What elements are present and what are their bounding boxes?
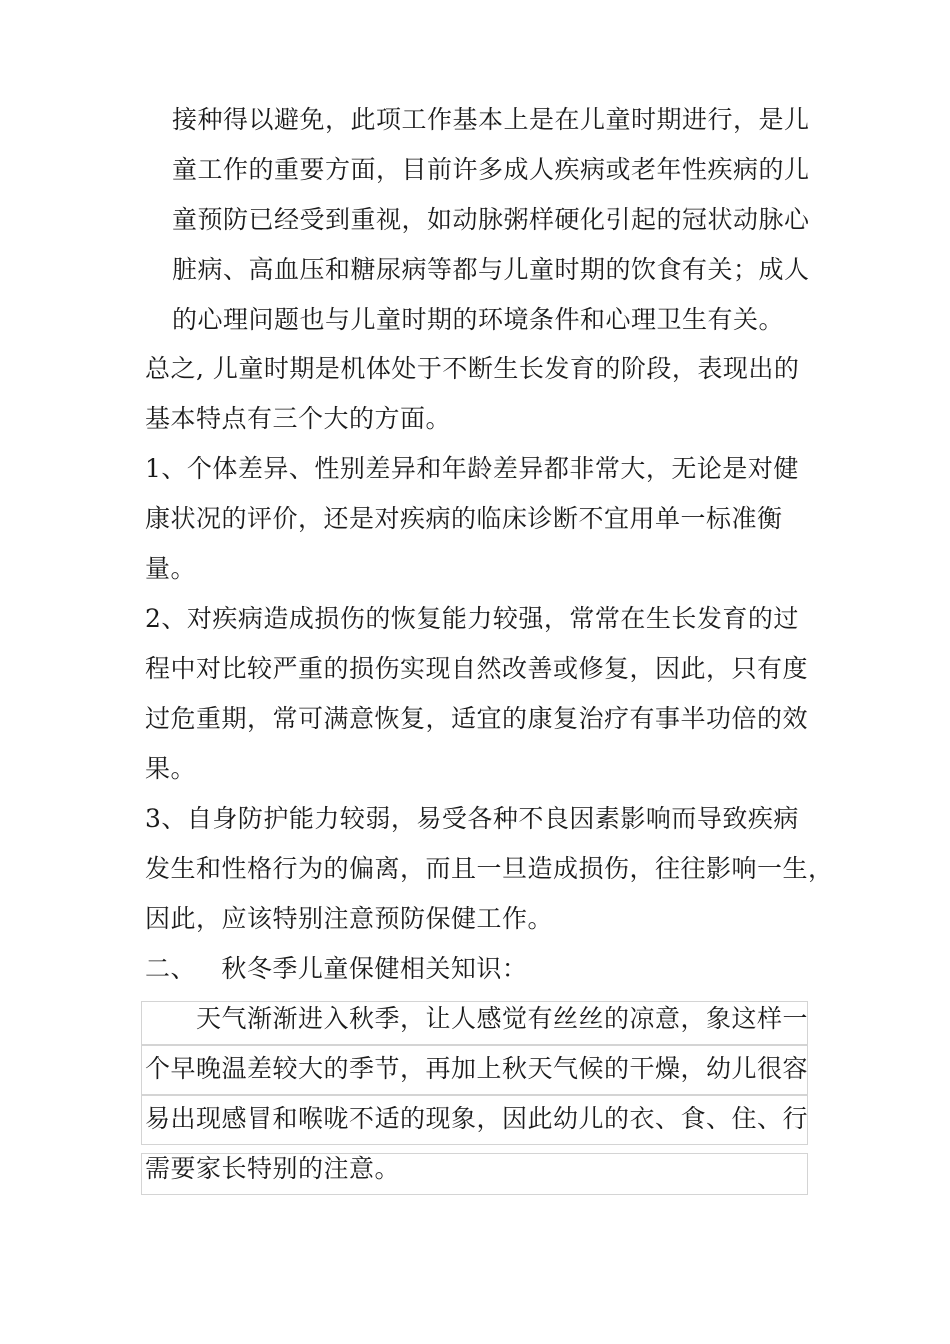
text-line: 个早晚温差较大的季节，再加上秋天气候的干燥，幼儿很容 xyxy=(145,1054,809,1083)
text-line: 过危重期，常可满意恢复，适宜的康复治疗有事半功倍的效 xyxy=(145,704,809,733)
section-heading: 二、 秋冬季儿童保健相关知识： xyxy=(145,954,528,983)
text-line: 量。 xyxy=(145,554,197,583)
text-line: 程中对比较严重的损伤实现自然改善或修复，因此，只有度 xyxy=(145,654,809,683)
text-line: 康状况的评价，还是对疾病的临床诊断不宜用单一标准衡 xyxy=(145,504,783,533)
text-line: 童预防已经受到重视，如动脉粥样硬化引起的冠状动脉心 xyxy=(172,205,810,234)
text-line: 2、对疾病造成损伤的恢复能力较强，常常在生长发育的过 xyxy=(145,604,799,633)
text-line: 发生和性格行为的偏离，而且一旦造成损伤，往往影响一生， xyxy=(145,854,834,883)
text-line: 接种得以避免，此项工作基本上是在儿童时期进行，是儿 xyxy=(172,105,810,134)
text-line: 3、自身防护能力较弱，易受各种不良因素影响而导致疾病 xyxy=(145,804,799,833)
text-line: 总之, 儿童时期是机体处于不断生长发育的阶段，表现出的 xyxy=(145,354,800,383)
text-line: 需要家长特别的注意。 xyxy=(145,1154,401,1183)
text-line: 基本特点有三个大的方面。 xyxy=(145,404,452,433)
text-line: 童工作的重要方面，目前许多成人疾病或老年性疾病的儿 xyxy=(172,155,810,184)
text-line: 脏病、高血压和糖尿病等都与儿童时期的饮食有关；成人 xyxy=(172,255,810,284)
text-line: 易出现感冒和喉咙不适的现象，因此幼儿的衣、食、住、行 xyxy=(145,1104,809,1133)
text-line: 因此，应该特别注意预防保健工作。 xyxy=(145,904,554,933)
text-line: 果。 xyxy=(145,754,197,783)
text-line: 的心理问题也与儿童时期的环境条件和心理卫生有关。 xyxy=(172,305,785,334)
text-line: 1、个体差异、性别差异和年龄差异都非常大，无论是对健 xyxy=(145,454,799,483)
text-line: 天气渐渐进入秋季，让人感觉有丝丝的凉意，象这样一 xyxy=(196,1004,809,1033)
